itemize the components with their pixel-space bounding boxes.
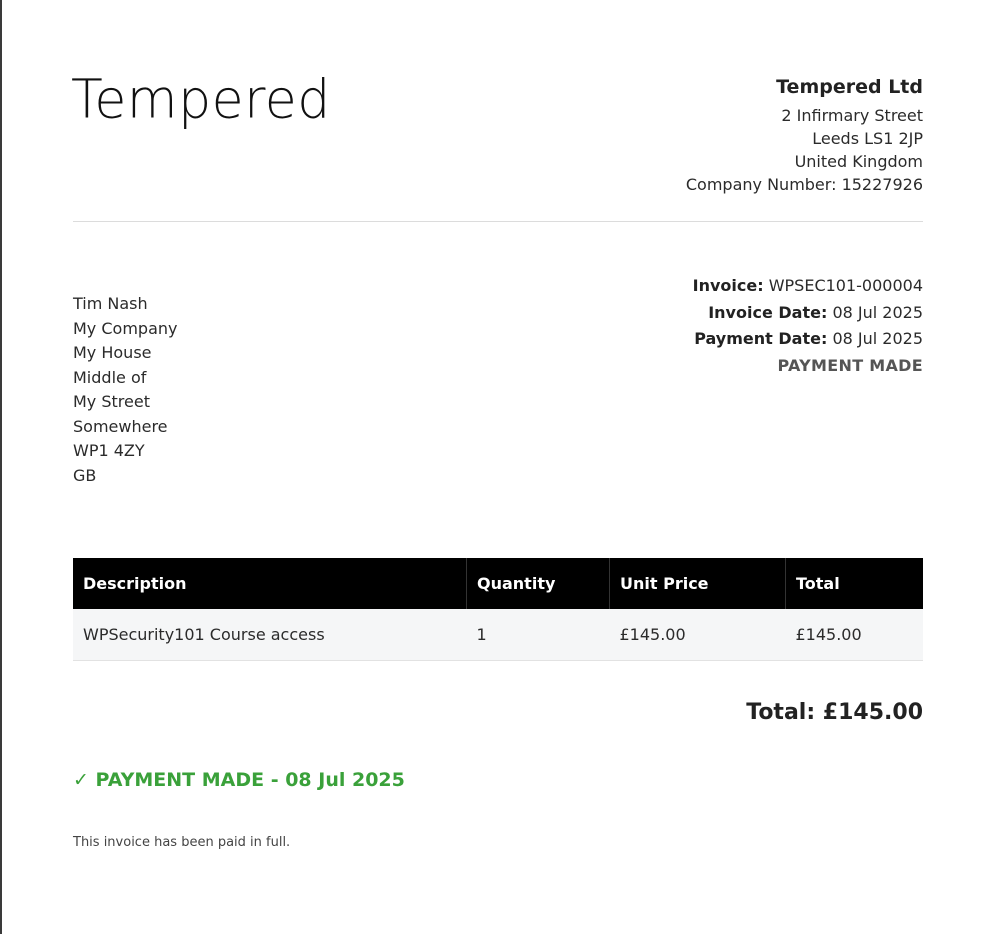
cell-unit-price: £145.00 (610, 609, 786, 661)
invoice-number-label: Invoice: (692, 276, 764, 295)
invoice-date-label: Invoice Date: (708, 302, 828, 322)
invoice-date (693, 300, 923, 327)
payment-made-banner: ✓ PAYMENT MADE - 08 Jul 2025 (73, 769, 405, 791)
company-number-value: 15227926 (841, 175, 923, 194)
bill-to-line: WP1 4ZY (73, 441, 145, 460)
bill-to-address (73, 292, 177, 488)
column-header-total: Total (786, 558, 924, 609)
invoice-date-value: 08 Jul 2025 (832, 302, 923, 322)
company-address-line: United Kingdom (794, 152, 923, 171)
payment-date-label: Payment Date: (694, 329, 828, 348)
company-name: Tempered Ltd (776, 76, 923, 98)
column-header-description: Description (73, 558, 467, 609)
column-header-unit-price: Unit Price (610, 558, 786, 609)
line-items-table (73, 558, 923, 661)
invoice-meta (693, 273, 923, 379)
page-edge-rule (0, 0, 2, 934)
paid-in-full-note: This invoice has been paid in full. (73, 835, 291, 850)
bill-to-line: Somewhere (73, 416, 168, 436)
bill-to-line: Middle of (73, 367, 147, 387)
company-address-line: 2 Infirmary Street (781, 106, 923, 125)
table-header-row (73, 558, 923, 609)
company-number (686, 173, 923, 196)
invoice-number-value: WPSEC101-000004 (768, 276, 923, 295)
table-row (73, 609, 923, 661)
cell-quantity: 1 (467, 609, 610, 661)
payment-date-value: 08 Jul 2025 (832, 329, 923, 348)
payment-status: PAYMENT MADE (777, 355, 923, 375)
invoice-total: Total: £145.00 (746, 700, 923, 725)
company-details (686, 74, 923, 196)
cell-total: £145.00 (786, 609, 924, 661)
bill-to-line: My House (73, 343, 152, 362)
column-header-quantity: Quantity (467, 558, 610, 609)
company-address-line: Leeds LS1 2JP (812, 129, 923, 148)
bill-to-line: My Street (73, 392, 150, 411)
company-logo: Tempered (71, 69, 331, 131)
bill-to-line: My Company (73, 318, 178, 338)
header-divider (73, 221, 923, 222)
invoice-page (73, 0, 923, 934)
cell-description: WPSecurity101 Course access (73, 609, 467, 661)
bill-to-line: Tim Nash (73, 294, 148, 313)
bill-to-line: GB (73, 465, 97, 485)
payment-date (693, 326, 923, 353)
invoice-number (693, 273, 923, 300)
company-number-label: Company Number: (685, 175, 837, 194)
